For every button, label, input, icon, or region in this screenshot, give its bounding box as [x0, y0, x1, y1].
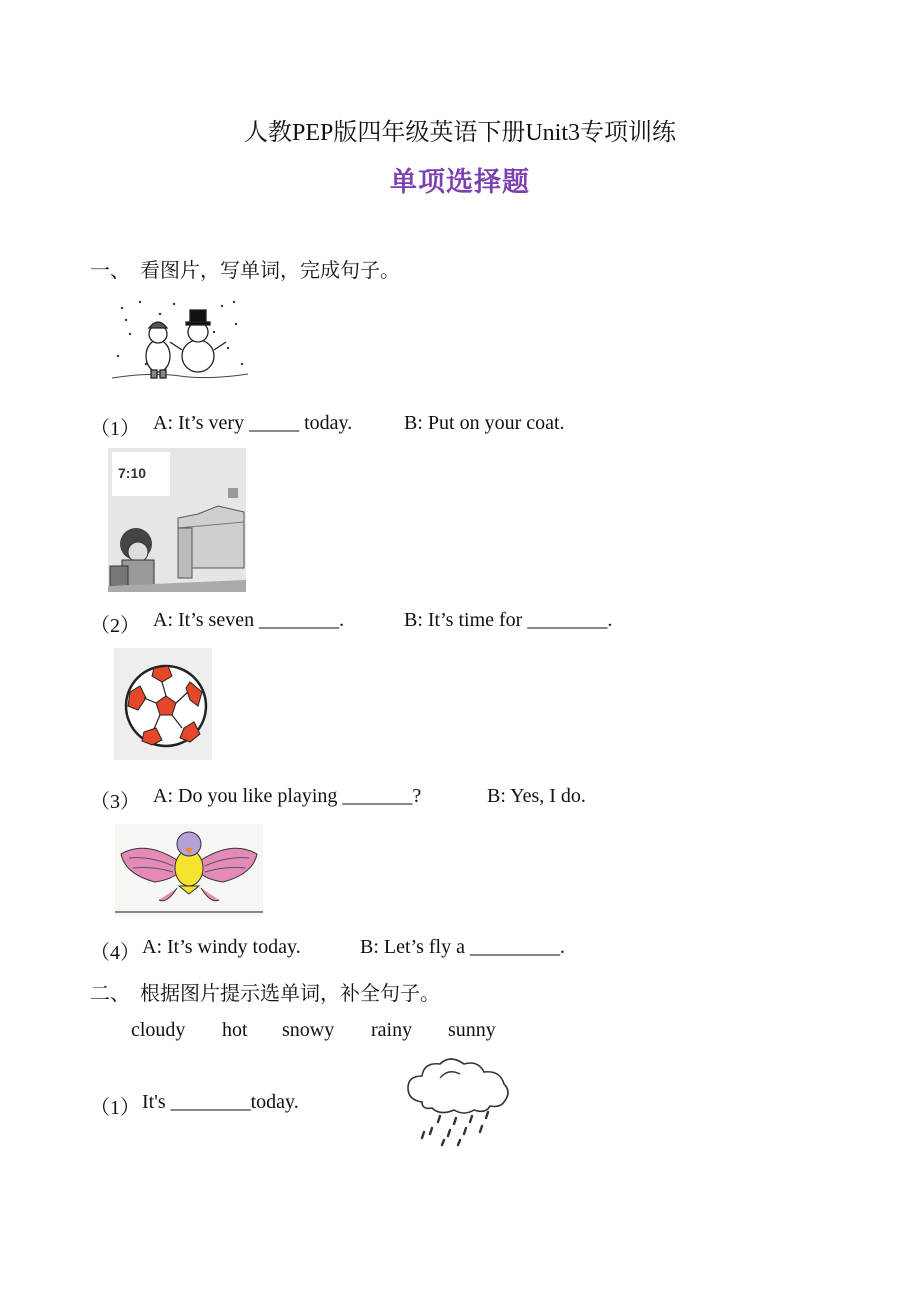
q1-number: （1） — [90, 418, 140, 440]
q3-number: （3） — [90, 791, 140, 813]
q1-line-b: B: Put on your coat. — [404, 412, 565, 434]
document-subtitle: 单项选择题 — [390, 167, 530, 197]
word-option: rainy — [371, 1019, 413, 1041]
s2-q1-text: It's ________today. — [142, 1091, 299, 1113]
clock-time: 7:10 — [118, 465, 147, 481]
section2-heading: 二、 根据图片提示选单词，补全句子。 — [90, 983, 440, 1005]
word-option: sunny — [448, 1019, 496, 1041]
word-option: cloudy — [131, 1019, 186, 1041]
snowman-picture — [110, 294, 250, 386]
q2-line-b: B: It’s time for ________. — [404, 609, 613, 631]
section1-heading: 一、 看图片，写单词，完成句子。 — [90, 260, 400, 282]
morning-school-picture — [108, 448, 246, 592]
document-title: 人教PEP版四年级英语下册Unit3专项训练 — [243, 120, 677, 146]
q1-line-a: A: It’s very _____ today. — [153, 412, 353, 434]
q3-line-a: A: Do you like playing _______? — [153, 785, 422, 807]
q4-line-b: B: Let’s fly a _________. — [360, 936, 565, 958]
rain-cloud-picture — [404, 1056, 514, 1148]
q2-line-a: A: It’s seven ________. — [153, 609, 345, 631]
word-option: snowy — [282, 1019, 335, 1041]
q4-number: （4） — [90, 942, 140, 964]
q3-line-b: B: Yes, I do. — [487, 785, 586, 807]
soccer-ball-picture — [114, 648, 212, 760]
q2-number: （2） — [90, 615, 140, 637]
q4-line-a: A: It’s windy today. — [142, 936, 301, 958]
kite-picture — [115, 824, 263, 916]
word-option: hot — [222, 1019, 248, 1041]
s2-q1-number: （1） — [90, 1097, 140, 1119]
